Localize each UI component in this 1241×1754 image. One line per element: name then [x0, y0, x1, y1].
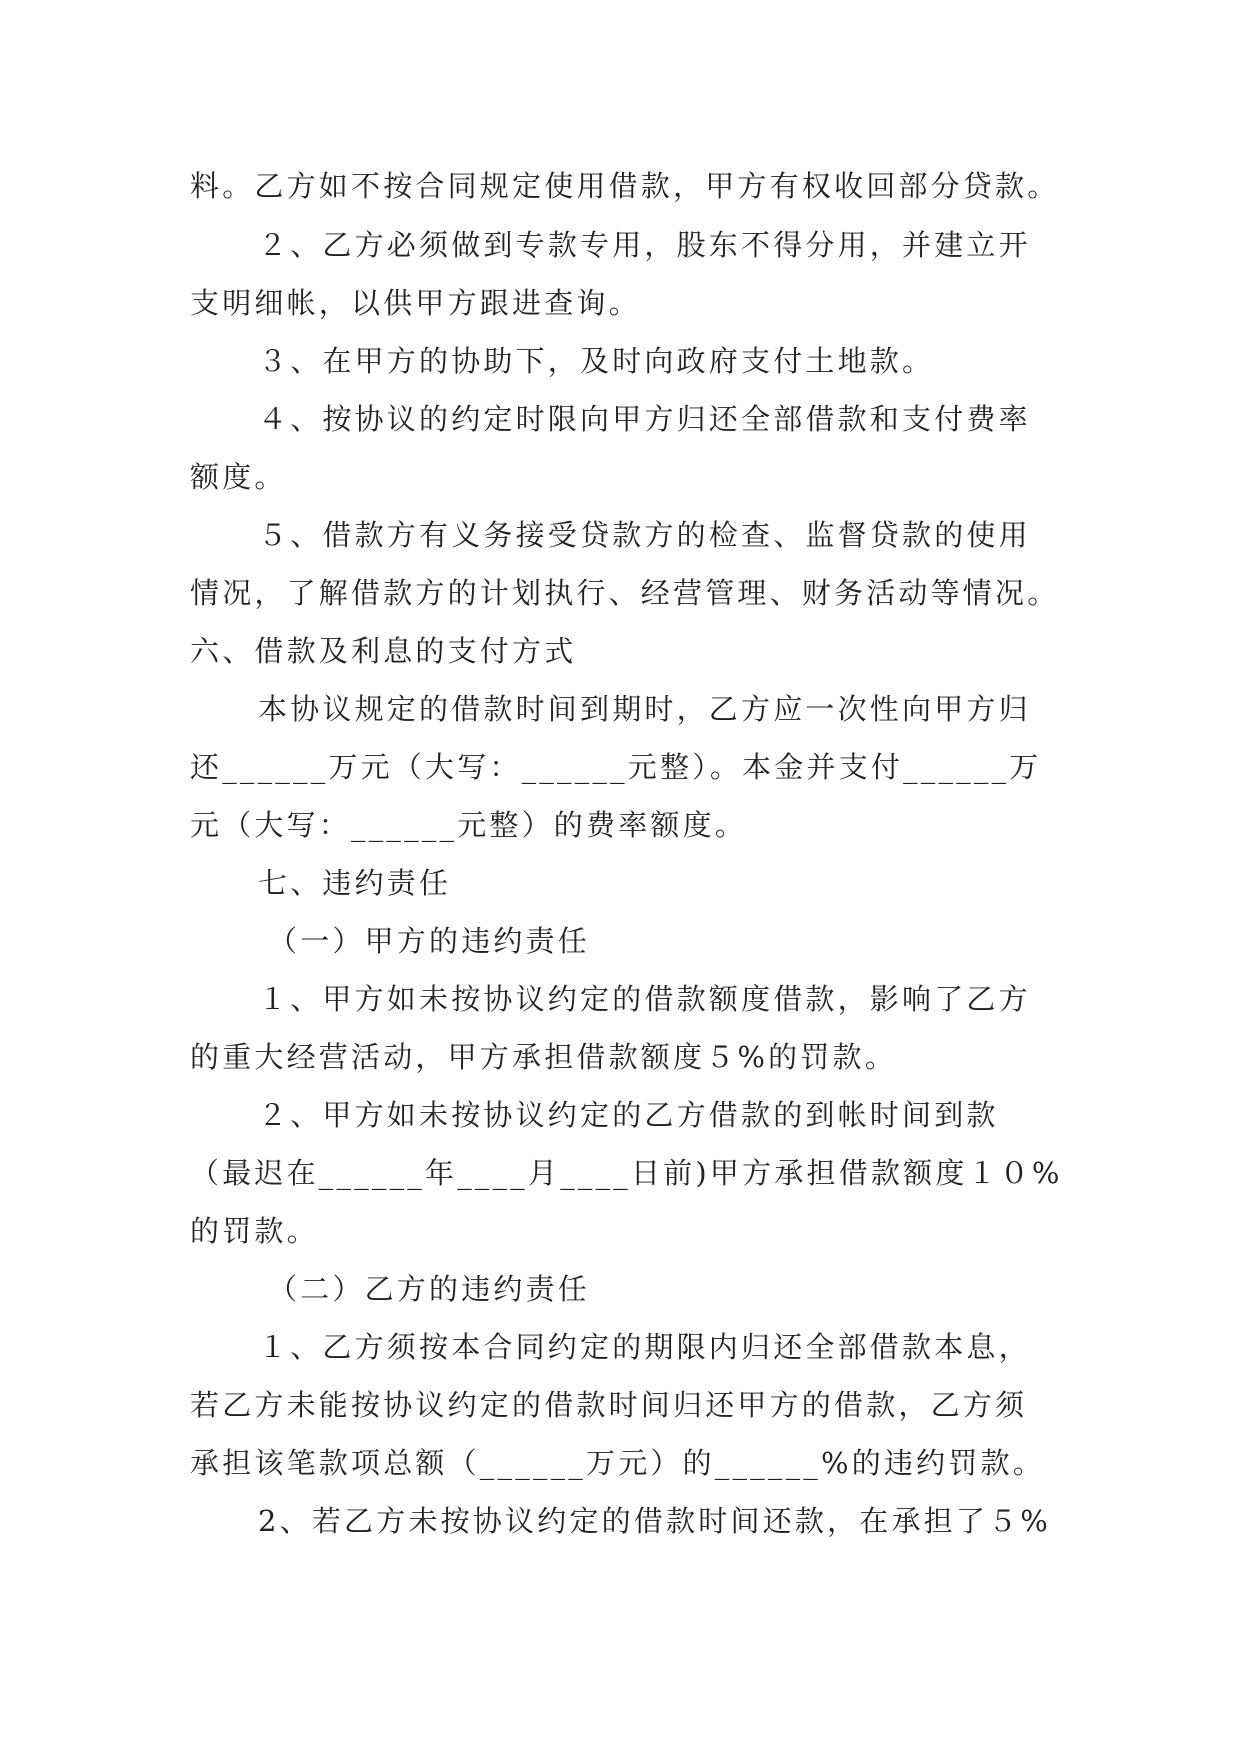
text-line-8: 情况，了解借款方的计划执行、经营管理、财务活动等情况。: [190, 576, 1060, 610]
text-line-10: 本协议规定的借款时间到期时，乙方应一次性向甲方归: [258, 692, 1031, 726]
text-line-7: ５、借款方有义务接受贷款方的检查、监督贷款的使用: [258, 518, 1031, 552]
subsection-heading-2: （二）乙方的违约责任: [268, 1272, 591, 1306]
text-line-24: 2、若乙方未按协议约定的借款时间还款，在承担了５%: [258, 1504, 1052, 1538]
text-line-21: １、乙方须按本合同约定的期限内归还全部借款本息，: [258, 1330, 1031, 1364]
text-line-4: ３、在甲方的协助下，及时向政府支付土地款。: [258, 344, 935, 378]
text-line-17: ２、甲方如未按协议约定的乙方借款的到帐时间到款: [258, 1098, 999, 1132]
text-line-11: 还______万元（大写：______元整）。本金并支付______万: [190, 750, 1042, 784]
text-line-3: 支明细帐，以供甲方跟进查询。: [190, 286, 641, 320]
text-line-18: （最迟在______年____月____日前)甲方承担借款额度１０%: [190, 1156, 1063, 1190]
text-line-5: ４、按协议的约定时限向甲方归还全部借款和支付费率: [258, 402, 1031, 436]
text-line-16: 的重大经营活动，甲方承担借款额度５%的罚款。: [190, 1040, 897, 1074]
section-heading-7: 七、违约责任: [258, 866, 452, 900]
text-line-22: 若乙方未能按协议约定的借款时间归还甲方的借款，乙方须: [190, 1388, 1028, 1422]
text-line-2: ２、乙方必须做到专款专用，股东不得分用，并建立开: [258, 228, 1031, 262]
text-line-1: 料。乙方如不按合同规定使用借款，甲方有权收回部分贷款。: [190, 169, 1060, 203]
text-line-19: 的罚款。: [190, 1214, 319, 1248]
text-line-15: １、甲方如未按协议约定的借款额度借款，影响了乙方: [258, 982, 1031, 1016]
text-line-6: 额度。: [190, 460, 287, 494]
section-heading-6: 六、借款及利息的支付方式: [190, 634, 577, 668]
text-line-23: 承担该笔款项总额（______万元）的______%的违约罚款。: [190, 1446, 1045, 1480]
text-line-12: 元（大写：______元整）的费率额度。: [190, 808, 748, 842]
subsection-heading-1: （一）甲方的违约责任: [268, 924, 591, 958]
